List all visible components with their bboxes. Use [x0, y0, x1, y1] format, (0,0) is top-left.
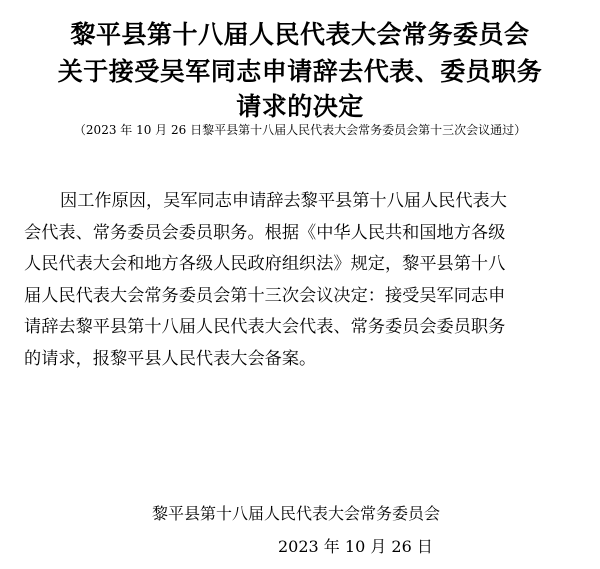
body-line-3: 人民代表大会和地方各级人民政府组织法》规定，黎平县第十八 — [24, 254, 506, 274]
body-line-2: 会代表、常务委员会委员职务。根据《中华人民共和国地方各级 — [24, 222, 506, 243]
document-date: 2023 年 10 月 26 日 — [278, 537, 433, 556]
body-line-5: 请辞去黎平县第十八届人民代表大会代表、常务委员会委员职务 — [24, 317, 506, 337]
document-signature: 黎平县第十八届人民代表大会常务委员会 — [152, 504, 441, 523]
body-line-6: 的请求，报黎平县人民代表大会备案。 — [24, 348, 317, 369]
document-body — [24, 186, 580, 375]
body-line-4: 届人民代表大会常务委员会第十三次会议决定：接受吴军同志申 — [24, 285, 506, 306]
document-title-line-2: 关于接受吴军同志申请辞去代表、委员职务 — [57, 57, 543, 86]
document-title-line-3: 请求的决定 — [236, 92, 364, 121]
document-title-line-1: 黎平县第十八届人民代表大会常务委员会 — [70, 20, 530, 49]
document-subtitle: （2023 年 10 月 26 日黎平县第十八届人民代表大会常务委员会第十三次会议通过） — [73, 123, 527, 137]
body-line-1: 因工作原因，吴军同志申请辞去黎平县第十八届人民代表大 — [60, 191, 507, 211]
